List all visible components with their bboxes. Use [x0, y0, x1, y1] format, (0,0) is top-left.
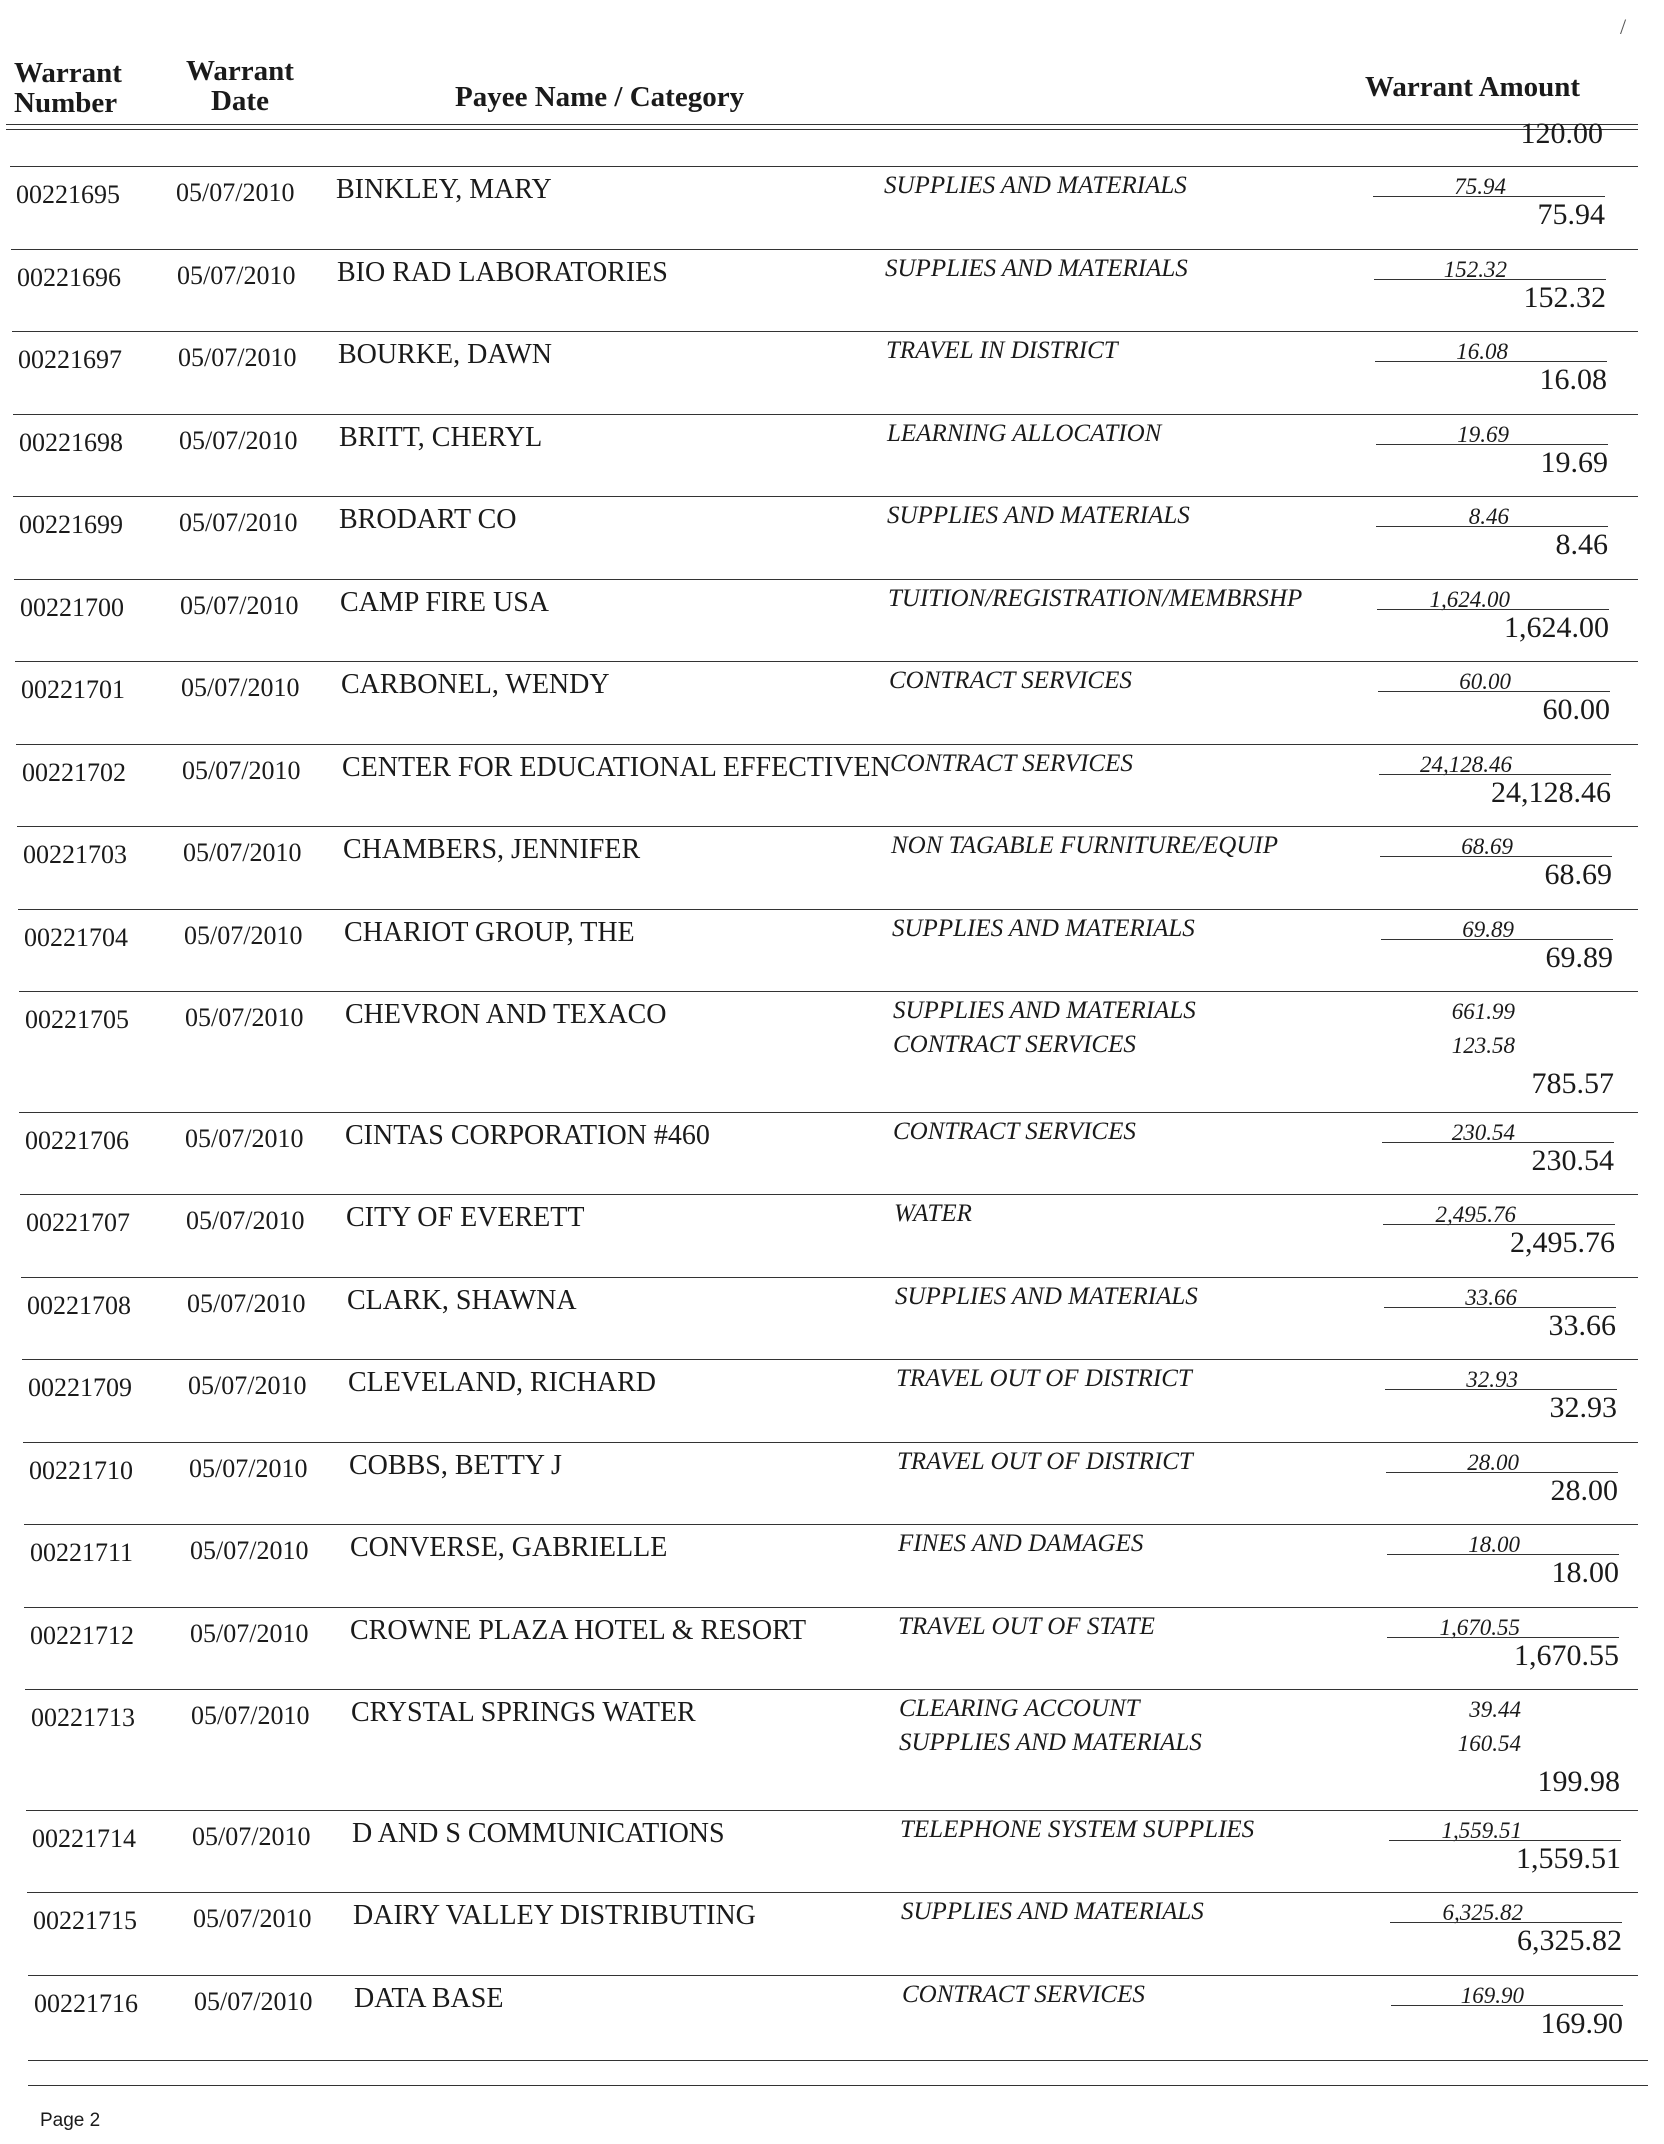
warrant-date: 05/07/2010: [179, 508, 298, 537]
warrant-date: 05/07/2010: [190, 1618, 309, 1648]
warrant-total: 75.94: [1537, 198, 1605, 231]
line-amount: 68.69: [1461, 834, 1513, 859]
warrant-total: 1,559.51: [1516, 1841, 1621, 1875]
row-separator: [12, 331, 1638, 332]
warrant-number: 00221709: [28, 1373, 132, 1402]
warrant-date: 05/07/2010: [188, 1371, 307, 1400]
row-separator: [23, 1442, 1638, 1443]
line-amount: 160.54: [1457, 1731, 1521, 1756]
warrant-total: 785.57: [1531, 1067, 1614, 1100]
amount-underline: [1389, 1840, 1621, 1841]
warrant-total: 199.98: [1537, 1765, 1620, 1798]
warrant-total: 6,325.82: [1517, 1924, 1622, 1957]
payee-name: CARBONEL, WENDY: [341, 669, 610, 700]
category: LEARNING ALLOCATION: [887, 419, 1162, 447]
warrant-total: 24,128.46: [1491, 775, 1611, 809]
category: TELEPHONE SYSTEM SUPPLIES: [900, 1815, 1255, 1843]
payee-name: CHAMBERS, JENNIFER: [343, 834, 641, 865]
line-amount: 152.32: [1443, 256, 1507, 282]
line-amount: 69.89: [1462, 916, 1514, 942]
warrant-total: 68.69: [1544, 858, 1612, 891]
warrant-total: 16.08: [1539, 363, 1607, 396]
line-amount: 6,325.82: [1442, 1900, 1523, 1925]
warrant-number: 00221705: [25, 1005, 129, 1034]
payee-name: DATA BASE: [354, 1982, 504, 2014]
warrant-number: 00221708: [27, 1290, 131, 1320]
payee-name: BRODART CO: [339, 504, 517, 535]
category: CLEARING ACCOUNT: [899, 1695, 1140, 1722]
payee-name: CRYSTAL SPRINGS WATER: [351, 1697, 696, 1728]
payee-name: CHARIOT GROUP, THE: [344, 916, 635, 948]
warrant-total: 19.69: [1540, 445, 1608, 479]
line-amount: 169.90: [1460, 1982, 1524, 2008]
payee-name: CITY OF EVERETT: [346, 1202, 585, 1233]
header-number-line1: Warrant: [14, 57, 122, 89]
warrant-total: 60.00: [1542, 693, 1610, 726]
category: SUPPLIES AND MATERIALS: [887, 502, 1190, 529]
warrant-number: 00221704: [24, 922, 128, 952]
category: CONTRACT SERVICES: [893, 1117, 1136, 1145]
category: TUITION/REGISTRATION/MEMBRSHP: [888, 584, 1303, 612]
warrant-total: 230.54: [1531, 1143, 1614, 1177]
warrant-total: 32.93: [1549, 1391, 1617, 1424]
line-amount: 661.99: [1451, 999, 1515, 1024]
header-number-line2: Number: [14, 87, 118, 120]
row-separator: [19, 991, 1638, 992]
header-date-line2: Date: [210, 85, 269, 118]
warrant-total: 28.00: [1550, 1473, 1618, 1507]
category: CONTRACT SERVICES: [889, 667, 1132, 694]
row-separator: [10, 166, 1638, 167]
row-separator: [20, 1194, 1638, 1195]
category: SUPPLIES AND MATERIALS: [899, 1729, 1202, 1756]
category: SUPPLIES AND MATERIALS: [885, 254, 1188, 282]
line-amount: 19.69: [1457, 421, 1509, 447]
amount-underline: [1386, 1472, 1618, 1473]
category: CONTRACT SERVICES: [902, 1980, 1145, 2008]
amount-underline: [1376, 526, 1608, 527]
row-separator: [24, 1524, 1638, 1525]
payee-name: BOURKE, DAWN: [338, 339, 552, 370]
warrant-date: 05/07/2010: [176, 178, 295, 207]
warrant-date: 05/07/2010: [193, 1904, 312, 1933]
row-separator: [19, 1112, 1638, 1113]
warrant-date: 05/07/2010: [182, 755, 301, 785]
amount-underline: [1380, 856, 1612, 857]
row-separator: [27, 1892, 1638, 1893]
warrant-date: 05/07/2010: [180, 590, 299, 620]
warrant-total: 152.32: [1523, 280, 1606, 314]
line-amount: 32.93: [1466, 1367, 1518, 1392]
row-separator: [13, 496, 1638, 497]
category: SUPPLIES AND MATERIALS: [901, 1898, 1204, 1925]
row-separator: [14, 579, 1638, 580]
row-separator: [22, 1359, 1638, 1360]
warrant-number: 00221703: [23, 840, 127, 869]
amount-underline: [1378, 691, 1610, 692]
line-amount: 16.08: [1456, 339, 1508, 364]
warrant-date: 05/07/2010: [177, 260, 296, 290]
scan-mark: /: [1620, 14, 1627, 39]
warrant-date: 05/07/2010: [189, 1453, 308, 1483]
payee-name: CAMP FIRE USA: [340, 586, 550, 618]
warrant-number: 00221696: [17, 262, 121, 292]
line-amount: 33.66: [1465, 1284, 1517, 1310]
warrant-number: 00221716: [34, 1988, 138, 2018]
amount-underline: [1385, 1389, 1617, 1390]
warrant-number: 00221706: [25, 1125, 129, 1155]
warrant-date: 05/07/2010: [179, 425, 298, 455]
row-separator: [26, 1810, 1638, 1811]
amount-underline: [1381, 939, 1613, 940]
category: WATER: [894, 1200, 972, 1227]
line-amount: 1,670.55: [1439, 1614, 1520, 1640]
row-separator: [28, 1975, 1638, 1976]
payee-name: COBBS, BETTY J: [349, 1449, 562, 1481]
category: SUPPLIES AND MATERIALS: [892, 914, 1195, 942]
line-amount: 39.44: [1469, 1697, 1521, 1722]
line-amount: 1,559.51: [1441, 1817, 1522, 1843]
warrant-total: 2,495.76: [1510, 1226, 1615, 1259]
footer-rule-1: [28, 2060, 1648, 2061]
warrant-number: 00221697: [18, 345, 122, 374]
footer-rule-2: [28, 2085, 1648, 2086]
row-separator: [18, 909, 1638, 910]
category: SUPPLIES AND MATERIALS: [895, 1282, 1198, 1310]
amount-underline: [1374, 279, 1606, 280]
warrant-date: 05/07/2010: [191, 1701, 310, 1730]
amount-underline: [1390, 1922, 1622, 1923]
warrant-date: 05/07/2010: [187, 1288, 306, 1318]
warrant-date: 05/07/2010: [194, 1986, 313, 2016]
row-separator: [16, 744, 1638, 745]
category: SUPPLIES AND MATERIALS: [893, 997, 1196, 1024]
category: CONTRACT SERVICES: [893, 1031, 1136, 1058]
row-separator: [25, 1689, 1638, 1690]
warrant-number: 00221713: [31, 1703, 135, 1732]
warrant-date: 05/07/2010: [181, 673, 300, 702]
line-amount: 24,128.46: [1420, 751, 1512, 777]
payee-name: CONVERSE, GABRIELLE: [350, 1532, 668, 1563]
amount-underline: [1379, 774, 1611, 775]
line-amount: 18.00: [1468, 1532, 1520, 1557]
payee-name: CINTAS CORPORATION #460: [345, 1119, 710, 1151]
warrant-total: 8.46: [1555, 528, 1608, 561]
row-separator: [21, 1277, 1638, 1278]
header-number: [14, 58, 122, 119]
amount-underline: [1391, 2005, 1623, 2006]
warrant-total: 1,624.00: [1504, 610, 1609, 644]
warrant-date: 05/07/2010: [183, 838, 302, 867]
row-separator: [15, 661, 1638, 662]
carryover-total: 120.00: [1520, 117, 1603, 150]
warrant-total: 33.66: [1548, 1308, 1616, 1342]
warrant-number: 00221699: [19, 510, 123, 539]
amount-underline: [1376, 444, 1608, 445]
payee-name: BINKLEY, MARY: [336, 174, 552, 205]
category: TRAVEL IN DISTRICT: [886, 337, 1118, 364]
warrant-date: 05/07/2010: [185, 1123, 304, 1153]
amount-underline: [1375, 361, 1607, 362]
row-separator: [13, 414, 1638, 415]
warrant-number: 00221710: [29, 1455, 133, 1485]
row-separator: [17, 826, 1638, 827]
warrant-number: 00221695: [16, 180, 120, 209]
warrant-date: 05/07/2010: [178, 343, 297, 372]
warrant-total: 69.89: [1545, 940, 1613, 974]
payee-name: D AND S COMMUNICATIONS: [352, 1817, 725, 1849]
payee-name: CHEVRON AND TEXACO: [345, 999, 667, 1030]
warrant-date: 05/07/2010: [184, 920, 303, 950]
payee-name: CLARK, SHAWNA: [347, 1284, 577, 1316]
header-amount: Warrant Amount: [1365, 71, 1581, 103]
row-separator: [11, 249, 1638, 250]
category: FINES AND DAMAGES: [898, 1530, 1144, 1557]
page-number: Page 2: [40, 2110, 101, 2131]
amount-underline: [1387, 1554, 1619, 1555]
category: TRAVEL OUT OF DISTRICT: [896, 1365, 1192, 1392]
row-separator: [24, 1607, 1638, 1608]
line-amount: 28.00: [1467, 1449, 1519, 1475]
line-amount: 123.58: [1451, 1033, 1515, 1058]
amount-underline: [1377, 609, 1609, 610]
warrant-total: 1,670.55: [1514, 1638, 1619, 1672]
amount-underline: [1384, 1307, 1616, 1308]
warrant-number: 00221715: [33, 1906, 137, 1935]
warrant-number: 00221702: [22, 757, 126, 787]
warrant-date: 05/07/2010: [192, 1821, 311, 1851]
warrant-date: 05/07/2010: [190, 1536, 309, 1565]
header-date-line1: Warrant: [186, 55, 294, 87]
header-payee: Payee Name / Category: [455, 81, 745, 113]
warrant-number: 00221698: [19, 427, 123, 457]
amount-underline: [1387, 1637, 1619, 1638]
line-amount: 75.94: [1454, 174, 1506, 199]
payee-name: BRITT, CHERYL: [339, 421, 543, 453]
amount-underline: [1373, 196, 1605, 197]
line-amount: 2,495.76: [1435, 1202, 1516, 1227]
warrant-number: 00221714: [32, 1823, 136, 1853]
category: TRAVEL OUT OF STATE: [898, 1612, 1155, 1640]
payee-name: CLEVELAND, RICHARD: [348, 1367, 656, 1398]
warrant-number: 00221700: [20, 592, 124, 622]
category: NON TAGABLE FURNITURE/EQUIP: [891, 832, 1279, 859]
line-amount: 1,624.00: [1429, 586, 1510, 612]
category: SUPPLIES AND MATERIALS: [884, 172, 1187, 199]
payee-name: CROWNE PLAZA HOTEL & RESORT: [350, 1614, 807, 1646]
amount-underline: [1382, 1142, 1614, 1143]
category: CONTRACT SERVICES: [890, 749, 1133, 777]
warrant-number: 00221712: [30, 1620, 134, 1650]
line-amount: 230.54: [1451, 1119, 1515, 1145]
payee-name: DAIRY VALLEY DISTRIBUTING: [353, 1900, 756, 1931]
warrant-total: 18.00: [1551, 1556, 1619, 1589]
payee-name: CENTER FOR EDUCATIONAL EFFECTIVEN: [342, 751, 891, 783]
line-amount: 8.46: [1468, 504, 1509, 529]
warrant-number: 00221707: [26, 1208, 130, 1237]
category: TRAVEL OUT OF DISTRICT: [897, 1447, 1193, 1475]
line-amount: 60.00: [1459, 669, 1511, 694]
amount-underline: [1383, 1224, 1615, 1225]
warrant-date: 05/07/2010: [185, 1003, 304, 1032]
warrant-total: 169.90: [1540, 2006, 1623, 2040]
header-date: [186, 56, 294, 117]
warrant-number: 00221701: [21, 675, 125, 704]
warrant-number: 00221711: [30, 1538, 134, 1567]
payee-name: BIO RAD LABORATORIES: [337, 256, 668, 288]
warrant-date: 05/07/2010: [186, 1206, 305, 1235]
